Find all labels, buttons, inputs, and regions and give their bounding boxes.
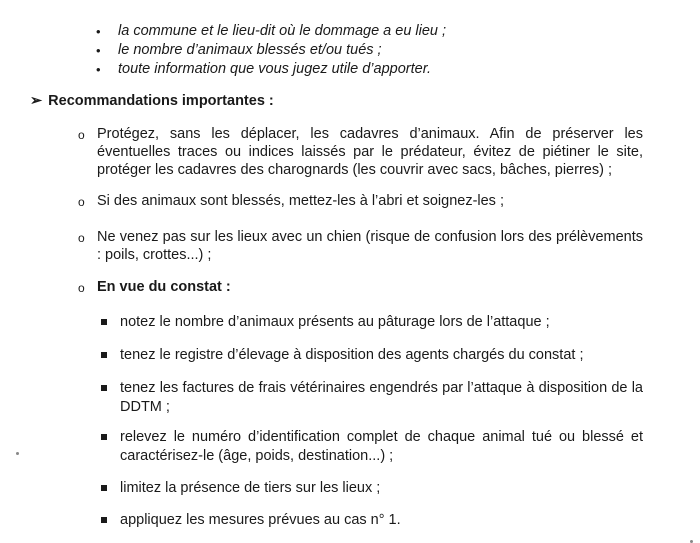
constat-sub-item: tenez les factures de frais vétérinaires engendrés par l’attaque à disposition de la DDTM ;	[120, 380, 643, 415]
square-bullet-icon	[101, 434, 107, 440]
constat-sub-item: limitez la présence de tiers sur les lieux ;	[120, 480, 381, 496]
info-bullet-item	[95, 22, 446, 41]
recommendation-item: Ne venez pas sur les lieux avec un chien (risque de confusion lors des prélèvements : poils, crottes...) ;	[97, 229, 643, 263]
bullet-icon: •	[96, 43, 101, 58]
section-title: Recommandations importantes :	[48, 93, 274, 109]
info-bullet-list	[95, 22, 446, 79]
square-bullet-icon	[101, 319, 107, 325]
recommendation-item: Si des animaux sont blessés, mettez-les à l’abri et soignez-les ;	[97, 193, 504, 209]
info-bullet-item	[95, 60, 446, 79]
bullet-icon: •	[96, 24, 101, 39]
square-bullet-icon	[101, 517, 107, 523]
info-bullet-text: la commune et le lieu-dit où le dommage a eu lieu ;	[118, 23, 447, 39]
info-bullet-item	[95, 41, 446, 60]
constat-sub-item: relevez le numéro d’identification complet de chaque animal tué ou blessé et caractérisez-le (âge, poids, destination...) ;	[120, 429, 643, 464]
square-bullet-icon	[101, 385, 107, 391]
circle-bullet-icon: o	[78, 281, 85, 295]
info-bullet-text: toute information que vous jugez utile d’apporter.	[118, 61, 432, 77]
circle-bullet-icon: o	[78, 195, 85, 209]
circle-bullet-icon: o	[78, 128, 85, 142]
circle-bullet-icon: o	[78, 231, 85, 245]
section-heading	[30, 92, 274, 110]
info-bullet-text: le nombre d’animaux blessés et/ou tués ;	[118, 42, 382, 58]
scan-speck	[16, 452, 19, 455]
arrow-icon: ➢	[30, 93, 43, 109]
constat-sub-item: appliquez les mesures prévues au cas n° 1.	[120, 512, 401, 528]
square-bullet-icon	[101, 485, 107, 491]
recommendation-item: Protégez, sans les déplacer, les cadavres d’animaux. Afin de préserver les éventuelles traces ou indices laissés par le prédateur, évitez de piétiner le site, protéger les cadavres des charognards (les couvrir avec sacs, bâches, pierres) ;	[97, 126, 643, 178]
bullet-icon: •	[96, 62, 101, 77]
constat-sub-item: notez le nombre d’animaux présents au pâturage lors de l’attaque ;	[120, 314, 550, 330]
square-bullet-icon	[101, 352, 107, 358]
recommendation-item-constat: En vue du constat :	[97, 279, 231, 295]
constat-sub-item: tenez le registre d’élevage à disposition des agents chargés du constat ;	[120, 347, 584, 363]
